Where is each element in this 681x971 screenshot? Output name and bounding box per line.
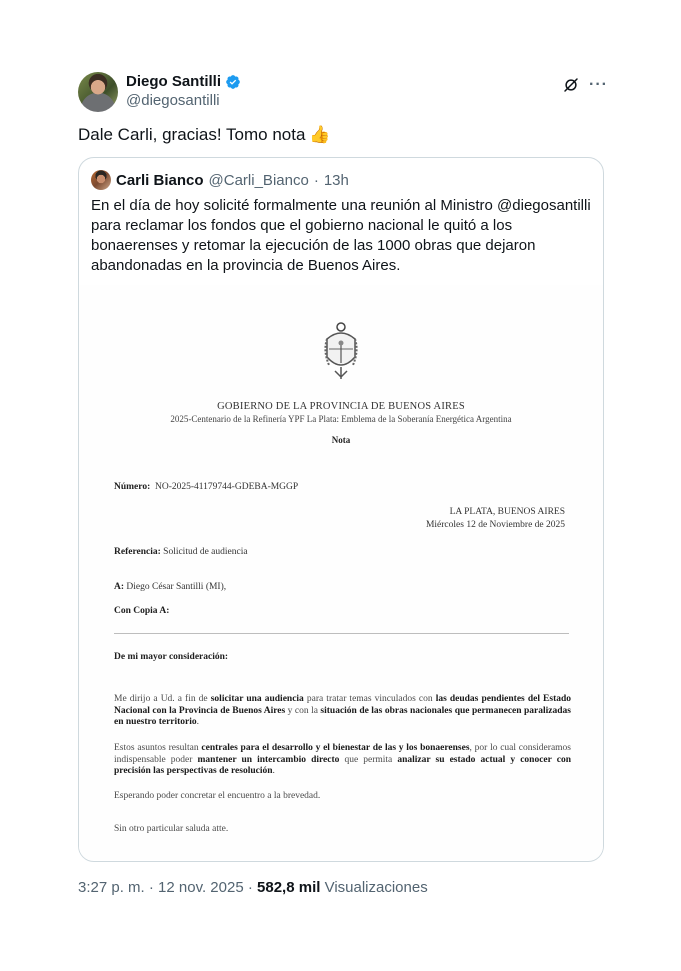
tweet-text bbox=[78, 125, 331, 145]
document-text-run: y con la bbox=[285, 705, 321, 716]
document-type: Nota bbox=[331, 435, 351, 445]
quoted-author-name[interactable]: Carli Bianco bbox=[116, 171, 204, 189]
document-motto: 2025-Centenario de la Refinería YPF La Plata: Emblema de la Soberanía Energética Argentina bbox=[170, 414, 512, 424]
separator-dot: · bbox=[313, 171, 319, 189]
document-text-run: las deudas pendientes del Estado Nacional con la Provincia de Buenos Aires bbox=[114, 694, 572, 716]
document-text-run: para tratar temas vinculados con bbox=[303, 694, 436, 704]
author-display-name[interactable]: Diego Santilli bbox=[126, 73, 222, 90]
document-text-run: analizar su estado actual y conocer con precisión las perspectivas de resolución bbox=[114, 754, 572, 776]
document-closing: Sin otro particular saluda atte. bbox=[114, 824, 229, 834]
document-greeting-text: De mi mayor consideración: bbox=[114, 652, 229, 662]
document-text-run: situación de las obras nacionales que permanecen paralizadas en nuestro territorio bbox=[114, 705, 571, 727]
verified-badge-icon bbox=[225, 74, 241, 90]
document-cc-label: Con Copia A: bbox=[114, 606, 170, 616]
document-text-run: centrales para el desarrollo y el bienestar de las y los bonaerenses bbox=[201, 743, 470, 753]
views-count: 582,8 mil bbox=[257, 879, 321, 896]
author-avatar[interactable] bbox=[78, 72, 118, 112]
document-place: LA PLATA, BUENOS AIRES bbox=[449, 507, 565, 517]
document-paragraph-2 bbox=[114, 743, 571, 778]
document-number-value: NO-2025-41179744-GDEBA-MGGP bbox=[154, 482, 299, 492]
document-text-run: . bbox=[272, 766, 275, 776]
document-reference bbox=[114, 547, 248, 557]
document-to-label: A: bbox=[114, 582, 125, 592]
author-handle[interactable]: @diegosantilli bbox=[126, 92, 220, 109]
more-icon[interactable]: ··· bbox=[589, 76, 608, 93]
document-text-run: solicitar una audiencia bbox=[210, 694, 304, 704]
quoted-tweet-header bbox=[91, 170, 349, 190]
document-text-run: Estos asuntos resultan bbox=[114, 743, 202, 753]
separator-dot: · bbox=[144, 879, 159, 896]
quoted-author-avatar[interactable] bbox=[91, 170, 111, 190]
views-label: Visualizaciones bbox=[320, 879, 428, 896]
quoted-tweet-card[interactable] bbox=[78, 157, 604, 862]
thumbs-up-icon: 👍 bbox=[309, 125, 331, 144]
document-text-run: . bbox=[196, 717, 200, 727]
quoted-author-handle[interactable]: @Carli_Bianco bbox=[208, 171, 309, 189]
quoted-tweet-time[interactable]: 13h bbox=[323, 171, 349, 189]
document-to-value: Diego César Santilli (MI), bbox=[126, 582, 227, 592]
tweet-time[interactable]: 3:27 p. m. bbox=[78, 879, 145, 896]
document-number bbox=[114, 482, 298, 492]
document-cc bbox=[114, 606, 169, 616]
separator-dot: · bbox=[243, 879, 258, 896]
coat-of-arms-icon bbox=[319, 321, 363, 381]
document-text-run: , por lo cual consideramos indispensable poder bbox=[114, 743, 571, 765]
grok-icon[interactable] bbox=[562, 76, 580, 94]
author-name-row bbox=[126, 73, 241, 90]
document-text-run: que permita bbox=[339, 754, 398, 765]
tweet-meta bbox=[78, 879, 428, 896]
document-image[interactable] bbox=[79, 285, 603, 860]
document-divider bbox=[114, 633, 569, 634]
document-reference-label: Referencia: bbox=[114, 547, 161, 557]
tweet-date[interactable]: 12 nov. 2025 bbox=[158, 879, 244, 896]
document-date: Miércoles 12 de Noviembre de 2025 bbox=[425, 520, 565, 530]
document-text-run: Me dirijo a Ud. a fin de bbox=[114, 694, 211, 704]
document-reference-value: Solicitud de audiencia bbox=[163, 547, 248, 557]
document-to bbox=[114, 582, 226, 592]
document-paragraph-3: Esperando poder concretar el encuentro a la brevedad. bbox=[114, 791, 321, 801]
document-greeting bbox=[114, 652, 228, 662]
document-paragraph-1 bbox=[114, 694, 571, 729]
document-text-run: mantener un intercambio directo bbox=[197, 754, 340, 765]
document-number-label: Número: bbox=[114, 482, 151, 492]
quoted-tweet-text: En el día de hoy solicité formalmente una reunión al Ministro @diegosantilli para reclamar los fondos que el gobierno nacional le quitó a los bonaerenses y retomar la ejecución de las 1000 obras que dejaron abandonadas en la provincia de Buenos Aires. bbox=[91, 197, 591, 274]
document-org: GOBIERNO DE LA PROVINCIA DE BUENOS AIRES bbox=[217, 401, 465, 412]
tweet-body: Dale Carli, gracias! Tomo nota bbox=[78, 125, 306, 144]
